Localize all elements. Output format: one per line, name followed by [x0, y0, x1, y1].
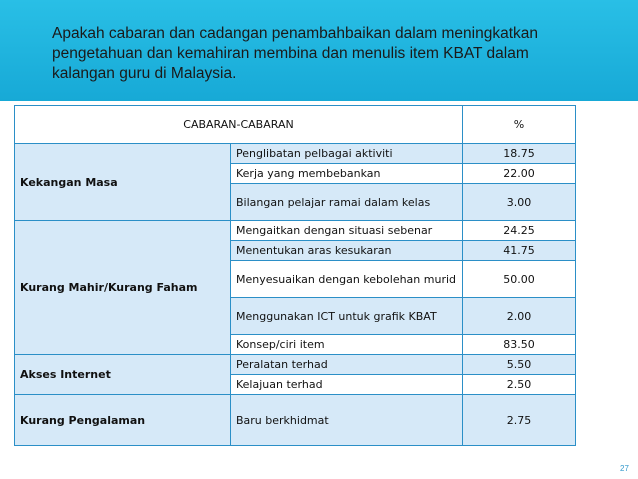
slide-title: Apakah cabaran dan cadangan penambahbaikan dalam meningkatkan pengetahuan dan kemahiran membina dan menulis item KBAT dalam kalangan guru di Malaysia. [52, 25, 539, 82]
group-label: Akses Internet [15, 355, 231, 395]
challenge-percent: 41.75 [463, 241, 576, 261]
challenge-percent: 2.00 [463, 298, 576, 335]
challenge-text: Kelajuan terhad [231, 375, 463, 395]
table-row [15, 355, 576, 375]
challenge-text: Peralatan terhad [231, 355, 463, 375]
group-label: Kekangan Masa [15, 144, 231, 221]
challenge-text: Konsep/ciri item [231, 335, 463, 355]
challenge-text: Mengaitkan dengan situasi sebenar [231, 221, 463, 241]
table-row [15, 395, 576, 446]
group-label: Kurang Mahir/Kurang Faham [15, 221, 231, 355]
challenge-percent: 5.50 [463, 355, 576, 375]
challenge-text: Kerja yang membebankan [231, 164, 463, 184]
challenge-text: Menggunakan ICT untuk grafik KBAT [231, 298, 463, 335]
challenge-percent: 50.00 [463, 261, 576, 298]
challenge-percent: 2.50 [463, 375, 576, 395]
challenge-percent: 2.75 [463, 395, 576, 446]
table-header-row [15, 106, 576, 144]
challenges-table [14, 105, 576, 446]
group-label: Kurang Pengalaman [15, 395, 231, 446]
table-row [15, 221, 576, 241]
header-challenges: CABARAN-CABARAN [15, 106, 463, 144]
challenge-percent: 83.50 [463, 335, 576, 355]
challenge-text: Bilangan pelajar ramai dalam kelas [231, 184, 463, 221]
slide-number: 27 [620, 464, 629, 473]
challenge-text: Baru berkhidmat [231, 395, 463, 446]
challenge-percent: 18.75 [463, 144, 576, 164]
challenge-text: Penglibatan pelbagai aktiviti [231, 144, 463, 164]
header-percent: % [463, 106, 576, 144]
challenge-percent: 22.00 [463, 164, 576, 184]
challenge-text: Menentukan aras kesukaran [231, 241, 463, 261]
challenge-percent: 24.25 [463, 221, 576, 241]
challenge-text: Menyesuaikan dengan kebolehan murid [231, 261, 463, 298]
table-row [15, 144, 576, 164]
challenge-percent: 3.00 [463, 184, 576, 221]
